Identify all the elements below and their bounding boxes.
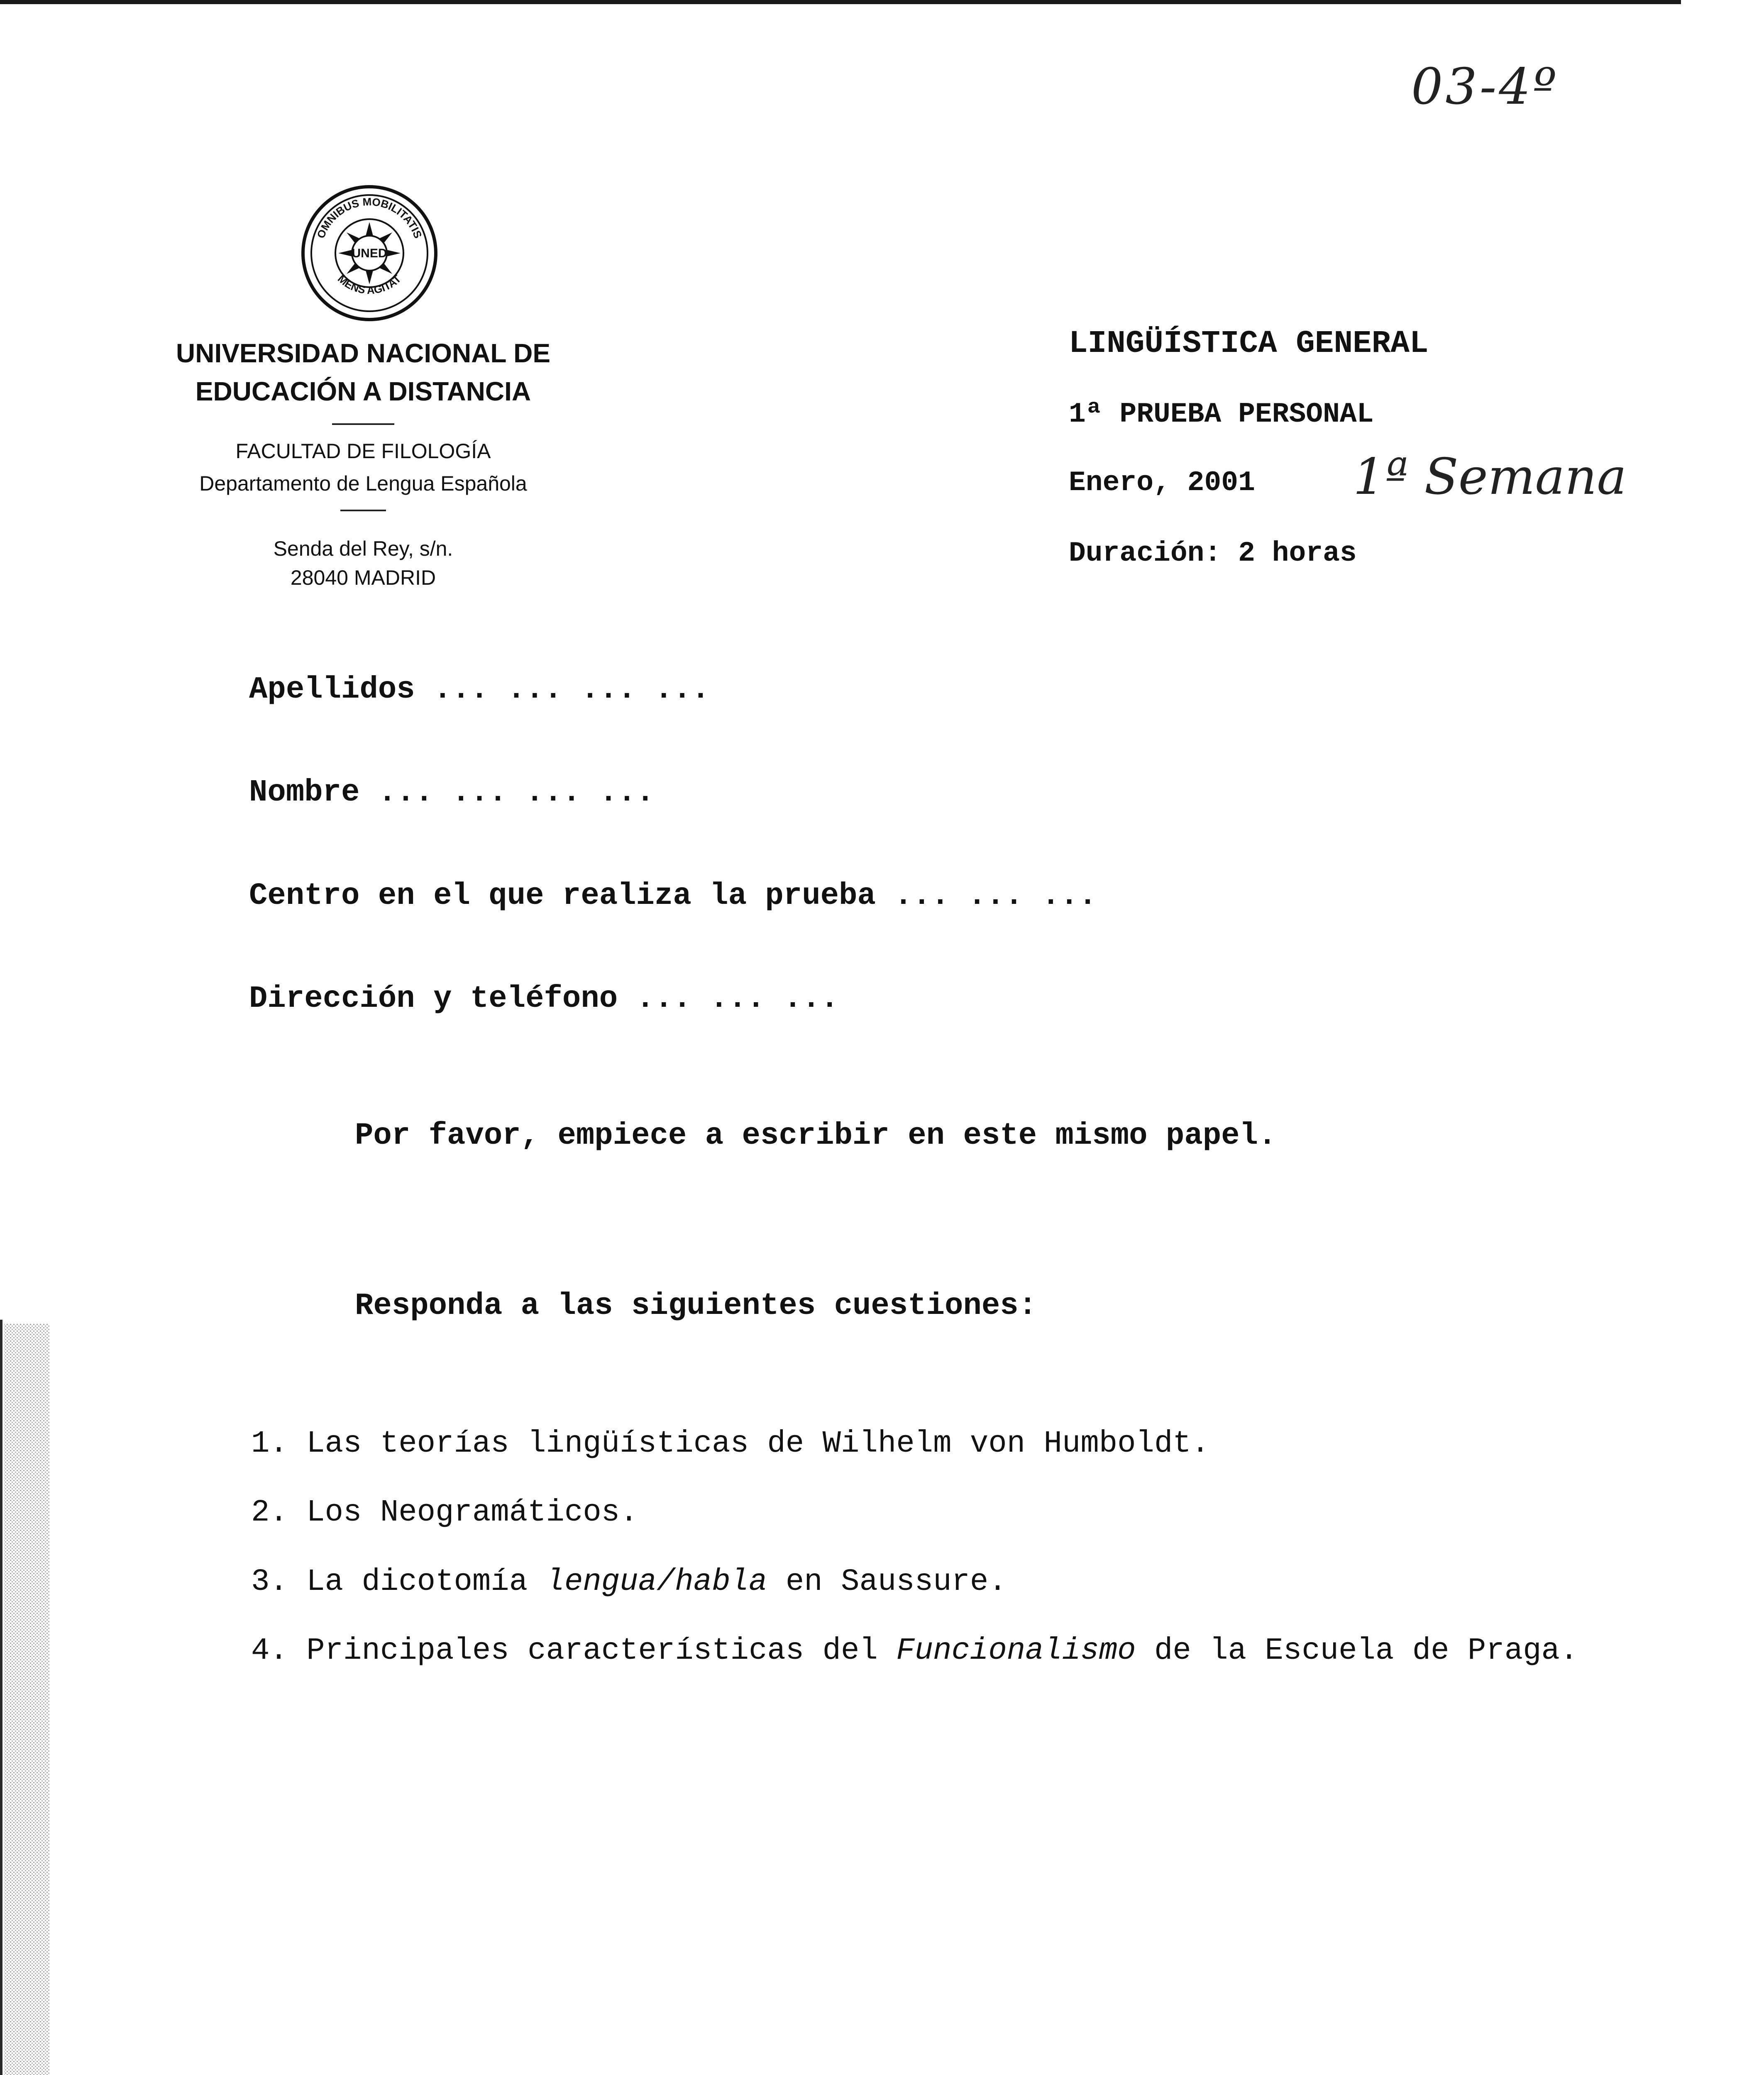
exam-type: 1ª PRUEBA PERSONAL [1069, 398, 1374, 430]
faculty: FACULTAD DE FILOLOGÍA [235, 439, 491, 463]
address-line2: 28040 MADRID [290, 566, 436, 589]
university-name [125, 334, 602, 410]
seal-top-text: OMNIBUS MOBILITATIS [314, 195, 425, 240]
course-title: LINGÜÍSTICA GENERAL [1069, 326, 1429, 361]
uned-seal-logo [299, 183, 440, 324]
question-3-suffix: en Saussure. [785, 1565, 1007, 1599]
field-centre: Centro en el que realiza la prueba ... ... ... [249, 879, 1097, 913]
handwritten-code: 03-4º [1411, 58, 1559, 116]
handwritten-week-note: 1ª Semana [1353, 448, 1627, 506]
seal-bottom-text: MENS AGITAT [335, 272, 403, 297]
question-3-prefix: 3. La dicotomía [251, 1565, 528, 1599]
question-4-prefix: 4. Principales características del [251, 1633, 878, 1668]
question-3 [251, 1565, 1579, 1599]
exam-duration: Duración: 2 horas [1069, 537, 1357, 569]
field-name: Nombre ... ... ... ... [249, 775, 655, 810]
field-surnames: Apellidos ... ... ... ... [249, 672, 710, 707]
divider [332, 423, 394, 425]
department: Departamento de Lengua Española [199, 472, 527, 495]
question-3-term: lengua/habla [546, 1565, 767, 1599]
divider [340, 510, 386, 511]
question-4-term: Funcionalismo [896, 1633, 1136, 1668]
question-4 [251, 1633, 1579, 1668]
scan-top-border [0, 0, 1681, 4]
question-1: 1. Las teorías lingüísticas de Wilhelm von Humboldt. [251, 1426, 1210, 1461]
university-name-line2: EDUCACIÓN A DISTANCIA [195, 376, 531, 406]
scan-edge-noise [0, 1324, 54, 2075]
question-4-suffix: de la Escuela de Praga. [1154, 1633, 1578, 1668]
instruction-write-here: Por favor, empiece a escribir en este mismo papel. [355, 1118, 1277, 1153]
exam-date: Enero, 2001 [1069, 467, 1255, 499]
seal-center-text: UNED [352, 247, 387, 260]
university-name-line1: UNIVERSIDAD NACIONAL DE [176, 338, 550, 368]
instruction-answer: Responda a las siguientes cuestiones: [355, 1289, 1037, 1323]
question-2: 2. Los Neogramáticos. [251, 1495, 638, 1530]
address-line1: Senda del Rey, s/n. [273, 537, 453, 560]
field-address-phone: Dirección y teléfono ... ... ... [249, 981, 839, 1016]
